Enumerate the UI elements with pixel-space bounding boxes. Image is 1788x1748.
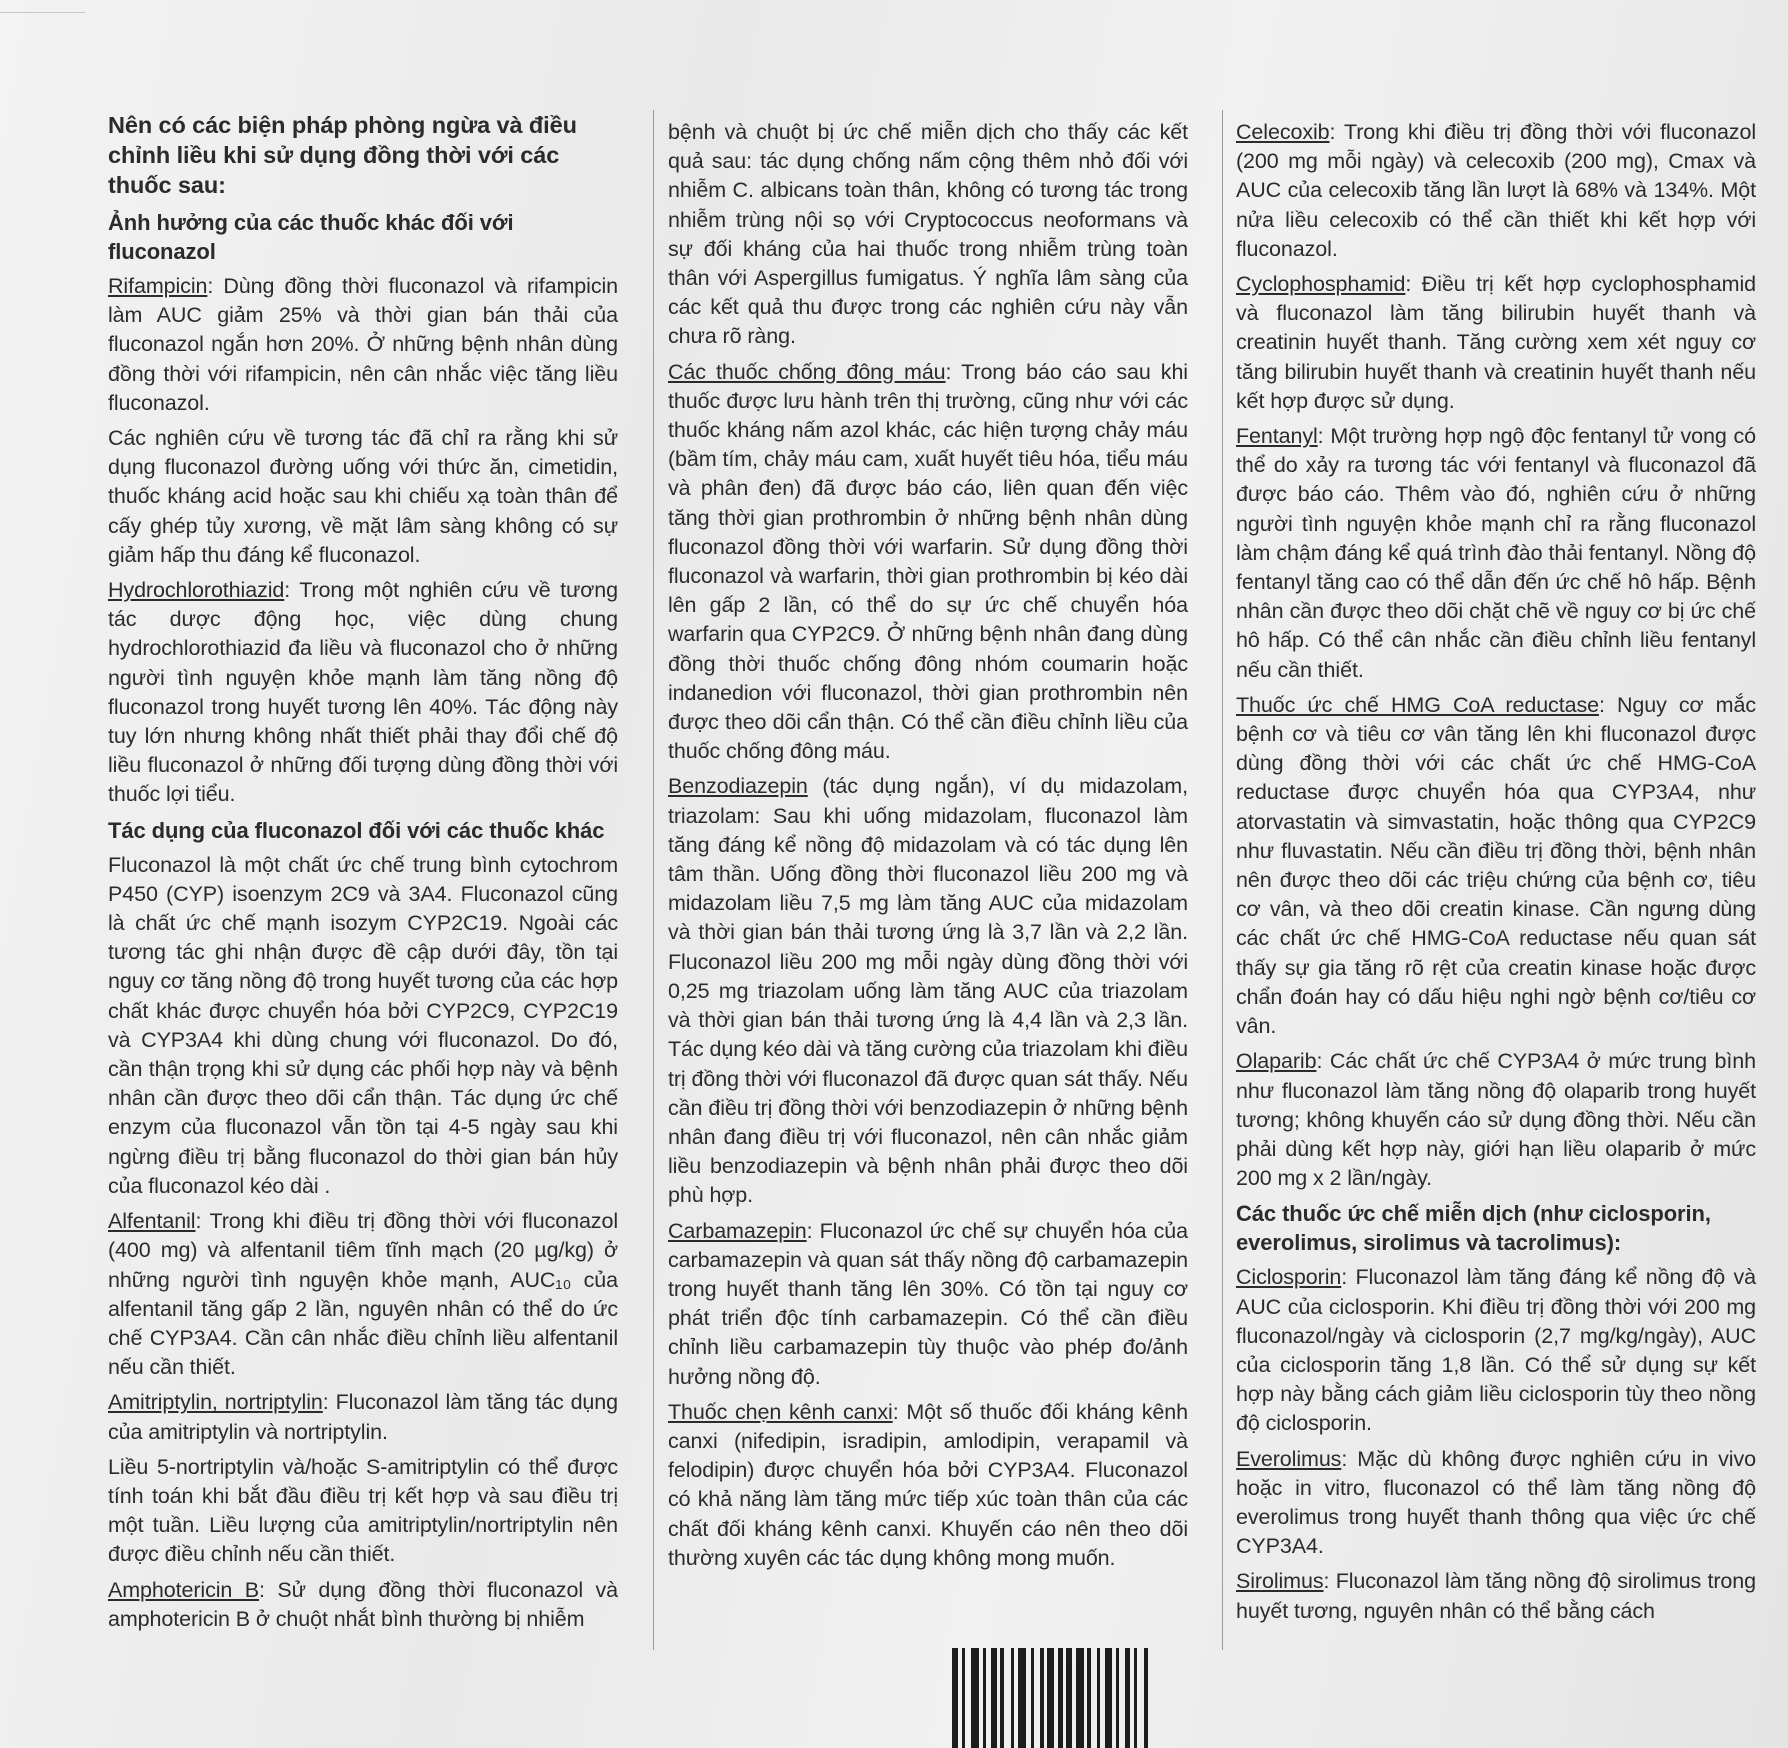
paragraph-nortriptylin-dose: Liều 5-nortriptylin và/hoặc S-amitriptylin có thể được tính toán khi bắt đầu điều trị kết hợp và sau điều trị một tuần. Liều lượng của amitriptylin/nortriptylin nên được điều chỉnh nếu cần thiết. (108, 1454, 618, 1567)
paragraph-alfentanil (108, 1207, 618, 1382)
subheading-other-drugs: Ảnh hưởng của các thuốc khác đối với fluconazol (108, 210, 514, 264)
text-alfentanil: : Trong khi điều trị đồng thời với fluconazol (400 mg) và alfentanil tiêm tĩnh mạch (20 µg/kg) ở những người tình nguyện khỏe mạnh, AUC₁₀ của alfentanil tăng gấp 2 lần, nguyên nhân có thể do ức chế CYP3A4. Cần cân nhắc điều chỉnh liều alfentanil nếu cần thiết. (108, 1209, 618, 1380)
section-heading: Nên có các biện pháp phòng ngừa và điều chỉnh liều khi sử dụng đồng thời với các thuốc sau: (108, 112, 577, 198)
paragraph-olaparib (1236, 1047, 1756, 1193)
paragraph-hmg-coa (1236, 691, 1756, 1041)
paragraph-benzodiazepin (668, 772, 1188, 1210)
term-olaparib: Olaparib (1236, 1049, 1317, 1074)
barcode-bar (1047, 1648, 1054, 1748)
text-celecoxib: : Trong khi điều trị đồng thời với fluconazol (200 mg mỗi ngày) và celecoxib (200 mg), Cmax và AUC của celecoxib tăng lần lượt là 68% và 134%. Một nửa liều celecoxib có thể cần thiết khi kết hợp với fluconazol. (1236, 120, 1756, 261)
text-fentanyl: : Một trường hợp ngộ độc fentanyl tử vong có thể do xảy ra tương tác với fentanyl và fluconazol đã được báo cáo. Thêm vào đó, nghiên cứu ở những người tình nguyện khỏe mạnh chỉ ra rằng fluconazol làm chậm đáng kể quá trình đào thải fentanyl. Nồng độ fentanyl tăng cao có thể dẫn đến ức chế hô hấp. Bệnh nhân cần được theo dõi chặt chẽ về nguy cơ bị ức chế hô hấp. Có thể cân nhắc cần điều chỉnh liều fentanyl nếu cần thiết. (1236, 424, 1756, 682)
term-anticoagulant: Các thuốc chống đông máu (668, 359, 946, 384)
barcode-bar (1018, 1648, 1026, 1748)
term-calcium-channel: Thuốc chẹn kênh canxi (668, 1399, 893, 1424)
barcode-gap (1148, 1648, 1154, 1748)
paragraph-fentanyl (1236, 422, 1756, 685)
text-cyclophosphamid: : Điều trị kết hợp cyclophosphamid và fluconazol làm tăng bilirubin huyết thanh và creatinin huyết thanh. Tăng cường xem xét nguy cơ tăng bilirubin huyết thanh và creatinin huyết thanh nếu kết hợp được sử dụng. (1236, 272, 1756, 413)
term-ciclosporin: Ciclosporin (1236, 1265, 1342, 1290)
barcode (952, 1648, 1282, 1748)
barcode-gap (1004, 1648, 1011, 1748)
text-everolimus: : Mặc dù không được nghiên cứu in vivo hoặc in vitro, fluconazol có thể làm tăng nồng độ everolimus trong huyết thanh thông qua việc ức chế CYP3A4. (1236, 1446, 1756, 1559)
term-amitriptylin: Amitriptylin, nortriptylin (108, 1390, 323, 1415)
paragraph-celecoxib (1236, 118, 1756, 264)
paragraph-amphotericin (108, 1576, 618, 1634)
text-calcium-channel: : Một số thuốc đối kháng kênh canxi (nifedipin, isradipin, amlodipin, verapamil và felodipin) được chuyển hóa bởi CYP3A4. Fluconazol có khả năng làm tăng mức tiếp xúc toàn thân của các chất đối kháng kênh canxi. Khuyến cáo nên theo dõi thường xuyên các tác dụng không mong muốn. (668, 1399, 1188, 1570)
term-benzodiazepin: Benzodiazepin (668, 774, 808, 799)
subheading-immunosuppressants: Các thuốc ức chế miễn dịch (như ciclosporin, everolimus, sirolimus và tacrolimus): (1236, 1201, 1711, 1256)
barcode-gap (1137, 1648, 1144, 1748)
paragraph-amphotericin-cont: bệnh và chuột bị ức chế miễn dịch cho thấy các kết quả sau: tác dụng chống nấm cộng thêm nhỏ đối với nhiễm C. albicans toàn thân, không có tương tác trong nhiễm trùng nội sọ với Cryptococcus neoformans và sự đối kháng của hai thuốc trong nhiễm trùng toàn thân với Aspergillus fumigatus. Ý nghĩa lâm sàng của các kết quả thu được trong các nghiên cứu này vẫn chưa rõ ràng. (668, 120, 1188, 349)
text-olaparib: : Các chất ức chế CYP3A4 ở mức trung bình như fluconazol làm tăng nồng độ olaparib trong huyết tương; không khuyến cáo sử dụng đồng thời. Nếu cần phải dùng kết hợp này, giới hạn liều olaparib ở mức 200 mg x 2 lần/ngày. (1236, 1049, 1756, 1191)
barcode-bar (1076, 1648, 1084, 1748)
paragraph-ciclosporin (1236, 1263, 1756, 1438)
term-hmg-coa: Thuốc ức chế HMG CoA reductase (1236, 692, 1599, 717)
paragraph-amitriptylin (108, 1388, 618, 1446)
text-rifampicin: : Dùng đồng thời fluconazol và rifampicin làm AUC giảm 25% và thời gian bán thải của fluconazol ngắn hơn 20%. Ở những bệnh nhân dùng đồng thời với rifampicin, nên cân nhắc việc tăng liều fluconazol. (108, 274, 618, 415)
text-hmg-coa: : Nguy cơ mắc bệnh cơ và tiêu cơ vân tăng lên khi fluconazol được dùng đồng thời với các chất ức chế HMG-CoA reductase được chuyển hóa qua CYP3A4, như atorvastatin và simvastatin, hoặc thông qua CYP2C9 như fluvastatin. Nếu cần điều trị đồng thời, bệnh nhân nên được theo dõi các triệu chứng của bệnh cơ, tiêu cơ vân, và theo dõi creatin kinase. Cần ngưng dùng các chất ức chế HMG-CoA reductase nếu quan sát thấy sự gia tăng rõ rệt của creatin kinase hoặc được chẩn đoán hay có dấu hiệu nghi ngờ bệnh cơ/tiêu cơ vân. (1236, 692, 1756, 1039)
term-hctz: Hydrochlorothiazid (108, 578, 285, 603)
column-divider (1222, 110, 1223, 1650)
term-everolimus: Everolimus (1236, 1446, 1342, 1471)
subheading-fluconazol-effect: Tác dụng của fluconazol đối với các thuốc khác (108, 817, 605, 843)
paragraph-studies: Các nghiên cứu về tương tác đã chỉ ra rằng khi sử dụng fluconazol đường uống với thức ăn, cimetidin, thuốc kháng acid hoặc sau khi chiếu xạ toàn thân để cấy ghép tủy xương, về mặt lâm sàng không có sự giảm hấp thu đáng kể fluconazol. (108, 426, 618, 567)
text-benzodiazepin: (tác dụng ngắn), ví dụ midazolam, triazolam: Sau khi uống midazolam, fluconazol làm tăng đáng kể nồng độ midazolam và có tác dụng lên tâm thần. Uống đồng thời fluconazol liều 200 mg và midazolam liều 7,5 mg làm tăng AUC của midazolam và thời gian bán thải tương ứng là 3,7 lần và 2,2 lần. Fluconazol liều 200 mg mỗi ngày dùng đồng thời với 0,25 mg triazolam uống làm tăng AUC của triazolam và thời gian bán thải tương ứng là 4,4 lần và 2,3 lần. Tác dụng kéo dài và tăng cường của triazolam khi điều trị đồng thời với fluconazol đã được quan sát thấy. Nếu cần điều trị đồng thời với benzodiazepin ở những bệnh nhân đang điều trị với fluconazol, nên cân nhắc giảm liều benzodiazepin và bệnh nhân phải được theo dõi phù hợp. (668, 774, 1188, 1208)
column-3 (1236, 118, 1756, 1632)
text-ciclosporin: : Fluconazol làm tăng đáng kể nồng độ và AUC của ciclosporin. Khi điều trị đồng thời với 200 mg fluconazol/ngày và ciclosporin (2,7 mg/kg/ngày), AUC của ciclosporin tăng 1,8 lần. Có thể sử dụng sự kết hợp này bằng cách giảm liều ciclosporin tùy theo nồng độ ciclosporin. (1236, 1265, 1756, 1436)
paragraph-cyclophosphamid (1236, 270, 1756, 416)
term-amphotericin: Amphotericin B (108, 1577, 260, 1602)
paragraph-rifampicin (108, 272, 618, 418)
text-amitriptylin: : Fluconazol làm tăng tác dụng của amitriptylin và nortriptylin. (108, 1390, 619, 1444)
term-carbamazepin: Carbamazepin (668, 1218, 807, 1243)
barcode-bar (1105, 1648, 1112, 1748)
term-alfentanil: Alfentanil (108, 1209, 196, 1234)
term-fentanyl: Fentanyl (1236, 424, 1318, 449)
term-cyclophosphamid: Cyclophosphamid (1236, 272, 1406, 297)
paragraph-carbamazepin (668, 1217, 1188, 1392)
term-celecoxib: Celecoxib (1236, 120, 1330, 144)
paragraph-calcium-channel (668, 1398, 1188, 1573)
text-carbamazepin: : Fluconazol ức chế sự chuyển hóa của carbamazepin và quan sát thấy nồng độ carbamazepin trong huyết thanh tăng lên 30%. Có tồn tại nguy cơ phát triển độc tính carbamazepin. Có thể cần điều chỉnh liều carbamazepin tùy thuộc vào phép đo/ảnh hưởng nồng độ. (668, 1218, 1188, 1389)
column-1 (108, 110, 618, 1640)
column-2 (668, 118, 1188, 1579)
paragraph-everolimus (1236, 1445, 1756, 1562)
text-amphotericin: : Sử dụng đồng thời fluconazol và amphotericin B ở chuột nhắt bình thường bị nhiễm (108, 1577, 618, 1631)
paragraph-anticoagulant (668, 358, 1188, 767)
text-hctz: : Trong một nghiên cứu về tương tác dược động học, việc dùng chung hydrochlorothiazid đa liều và fluconazol cho ở những người tình nguyện khỏe mạnh làm tăng nồng độ fluconazol trong huyết tương lên 40%. Tác động này tuy lớn nhưng không nhất thiết phải thay đổi chế độ liều fluconazol ở những đối tượng dùng đồng thời với thuốc lợi tiểu. (108, 578, 618, 807)
text-anticoagulant: : Trong báo cáo sau khi thuốc được lưu hành trên thị trường, cũng như với các thuốc kháng nấm azol khác, các hiện tượng chảy máu (bầm tím, chảy máu cam, xuất huyết tiêu hóa, tiểu máu và phân đen) đã được báo cáo, liên quan đến việc tăng thời gian prothrombin ở những bệnh nhân dùng fluconazol đồng thời với warfarin. Sử dụng đồng thời fluconazol và warfarin, thời gian prothrombin bị kéo dài lên gấp 2 lần, có thể do sự ức chế chuyển hóa warfarin qua CYP2C9. Ở những bệnh nhân đang dùng đồng thời thuốc chống đông nhóm coumarin hoặc indanedion với fluconazol, thời gian prothrombin nên được theo dõi cẩn thận. Có thể cần điều chỉnh liều của thuốc chống đông máu. (668, 359, 1188, 764)
column-divider (653, 110, 654, 1650)
term-rifampicin: Rifampicin (108, 274, 208, 298)
paragraph-hctz (108, 576, 618, 810)
text-sirolimus: : Fluconazol làm tăng nồng độ sirolimus trong huyết tương, nguyên nhân có thể bằng cách (1236, 1569, 1756, 1623)
fold-line (0, 12, 85, 13)
term-sirolimus: Sirolimus (1236, 1569, 1324, 1594)
barcode-bar (971, 1648, 979, 1748)
paragraph-sirolimus (1236, 1567, 1756, 1625)
paragraph-effect: Fluconazol là một chất ức chế trung bình cytochrom P450 (CYP) isoenzym 2C9 và 3A4. Fluconazol cũng là chất ức chế mạnh isozym CYP2C19. Ngoài các tương tác ghi nhận được đề cập dưới đây, tồn tại nguy cơ tăng nồng độ trong huyết tương của các hợp chất khác được chuyển hóa bởi CYP2C9, CYP2C19 và CYP3A4 khi dùng chung với fluconazol. Do đó, cần thận trọng khi sử dụng các phối hợp này và bệnh nhân cần được theo dõi cẩn thận. Tác dụng ức chế enzym của fluconazol vẫn tồn tại 4-5 ngày sau khi ngừng điều trị bằng fluconazol do thời gian bán hủy của fluconazol kéo dài . (108, 852, 618, 1198)
